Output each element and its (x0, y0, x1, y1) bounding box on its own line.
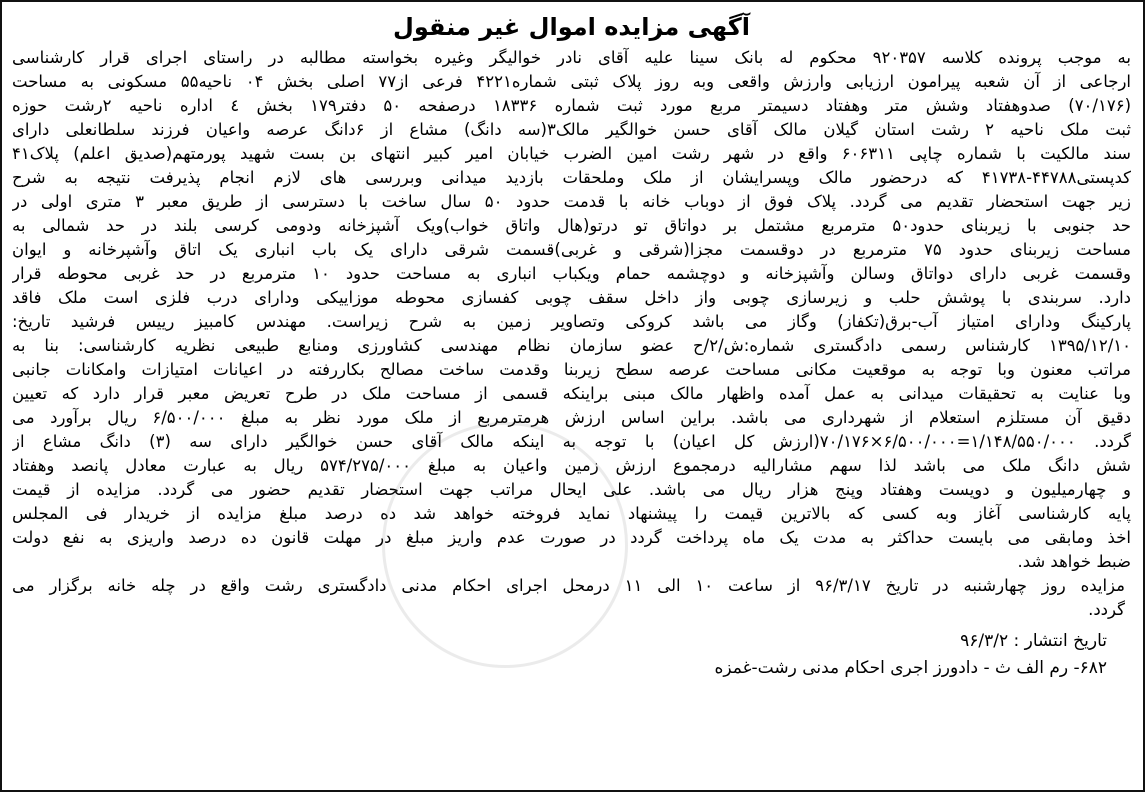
body-line: پارکینگ ودارای امتیاز آب-برق(تکفاز) وگاز می باشد کروکی وتصاویر زمین به شرح زیراست. مهندس کامبیز رییس فرشید تاریخ: (12, 312, 1131, 331)
signature-line: ۶۸۲- رم الف ث - دادورز اجری احکام مدنی رشت-غمزه (714, 658, 1107, 678)
body-line: سند مالکیت با شماره چاپی ۶۰۶۳۱۱ واقع در شهر رشت امین الضرب خیابان امیر کبیر انتهای بن بست شهید پورمتهم(صدیق اعلم) پلاک۴۱ (12, 144, 1131, 163)
notice-meta (12, 628, 1131, 682)
body-line: ۱۳۹۵/۱۲/۱۰ کارشناس رسمی دادگستری شماره:ش/۲/ح عضو سازمان نظام مهندسی کشاورزی ومنابع طبیعی نظریه کارشناسی: بنا به (12, 336, 1131, 355)
auction-line: مزایده روز چهارشنبه در تاریخ ۹۶/۳/۱۷ از ساعت ۱۰ الی ۱۱ درمحل اجرای احکام مدنی دادگستری رشت واقع در چله خانه برگزار می (12, 576, 1125, 595)
body-line: مراتب معنون وبا توجه به موقعیت مکانی مساحت عرصه سطح زیربنا وقدمت ساخت مصالح بکاررفته در اعیانات امتیازات وامکانات جانبی (12, 360, 1131, 379)
publish-date: تاریخ انتشار : ۹۶/۳/۲ (960, 631, 1107, 651)
body-line: و چهارمیلیون و دویست وهفتاد وپنج هزار ریال می باشد. علی ایحال مراتب جهت استحضار تقدیم حضور می گردد. مزایده از قیمت (12, 480, 1131, 499)
body-line: زیر جهت استحضار تقدیم می گردد. پلاک فوق از دوباب خانه با قدمت حدود ۵۰ سال ساخت با دسترسی از طریق معبر ۳ متری اولی در (12, 192, 1131, 211)
body-line: گردد. ۱/۱۴۸/۵۵۰/۰۰۰=۶/۵۰۰/۰۰۰×۷۰/۱۷۶(ارزش کل اعیان) با توجه به اینکه مالک آقای حسن خوالگیر دارای سه (۳) دانگ مشاع از (12, 432, 1131, 451)
body-line: ارجاعی از آن شعبه پیرامون ارزیابی وارزش واقعی وبه روز پلاک ثبتی شماره۴۲۲۱ فرعی از۷۷ اصلی بخش ۰۴ ناحیه۵۵ مسکونی به مساحت (12, 72, 1131, 91)
notice-title: آگهی مزایده اموال غیر منقول (393, 13, 750, 41)
body-line: ضبط خواهد شد. (1017, 552, 1131, 571)
body-line: به موجب پرونده کلاسه ۹۲۰۳۵۷ محکوم له بانک سینا علیه آقای نادر خوالیگر وغیره بخواسته مطالبه در راستای اجرای قرار کارشناسی (12, 48, 1131, 67)
body-line: ثبت ملک ناحیه ۲ رشت استان گیلان مالک آقای حسن خوالگیر مالک۳(سه دانگ) مشاع از ۶دانگ عرصه واعیان فرزند سلطانعلی دارای (12, 120, 1131, 139)
body-line: دقیق آن مستلزم استعلام از شهرداری می باشد. براین اساس ارزش هرمترمربع از ملک مورد نظر به مبلغ ۶/۵۰۰/۰۰۰ ریال برآورد می (12, 408, 1131, 427)
body-line: وقسمت غربی دارای دواتاق وسالن وآشپزخانه و دوچشمه حمام ویکباب انباری به مساحت حدود ۱۰ مترمربع در حد غربی محوطه قرار (12, 264, 1131, 283)
notice-body (12, 46, 1131, 574)
auction-paragraph (12, 574, 1131, 622)
body-line: دارد. سربندی با پوشش حلب و زیرسازی چوبی واز داخل سقف چوبی کفسازی محوطه موزاییکی ودارای درب فلزی است ملک فاقد (12, 288, 1131, 307)
body-line: مساحت زیربنای حدود ۷۵ مترمربع در دوقسمت مجزا(شرقی و غربی)قسمت شرقی دارای یک باب انباری یک اتاق وآشپرخانه و ایوان (12, 240, 1131, 259)
body-line: حد جنوبی با زیربنای حدود۵۰ مترمربع مشتمل بر دواتاق تو درتو(هال واتاق خواب)ویک آشپزخانه ودومی کرسی بلند در حد شمالی به (12, 216, 1131, 235)
body-line: پایه کارشناسی آغاز وبه کسی که بالاترین قیمت را پیشنهاد نماید فروخته خواهد شد ده درصد مبلغ مزایده از خریدار فی المجلس (12, 504, 1131, 523)
auction-line: گردد. (1088, 600, 1125, 619)
body-line: کدپستی۴۴۷۸۸-۴۱۷۳۸ که درحضور مالک وپسرایشان از ملک وملحقات بازدید میدانی وبررسی های لازم انجام پذیرفت نتیجه به شرح (12, 168, 1131, 187)
body-line: (۷۰/۱۷۶) صدوهفتاد وشش متر وهفتاد دسیمتر مربع مورد ثبت شماره ۱۸۳۳۶ درصفحه ۵۰ دفتر۱۷۹ بخش ٤ اداره ناحیه ۲رشت حوزه (12, 96, 1131, 115)
body-line: شش دانگ ملک می باشد لذا سهم مشارالیه درمجموع ارزش زمین واعیان به مبلغ ۵۷۴/۲۷۵/۰۰۰ ریال به عبارت معادل پانصد وهفتاد (12, 456, 1131, 475)
body-line: وبا عنایت به تحقیقات میدانی به عمل آمده واظهار مالک مبنی براینکه قسمی از مساحت ملک در طرح تعریض معبر قرار دارد که تعیین (12, 384, 1131, 403)
body-line: اخذ ومابقی می بایست حداکثر به مدت یک ماه پرداخت گردد در صورت عدم واریز مبلغ در مهلت قانون ده درصد واریزی به نفع دولت (12, 528, 1131, 547)
